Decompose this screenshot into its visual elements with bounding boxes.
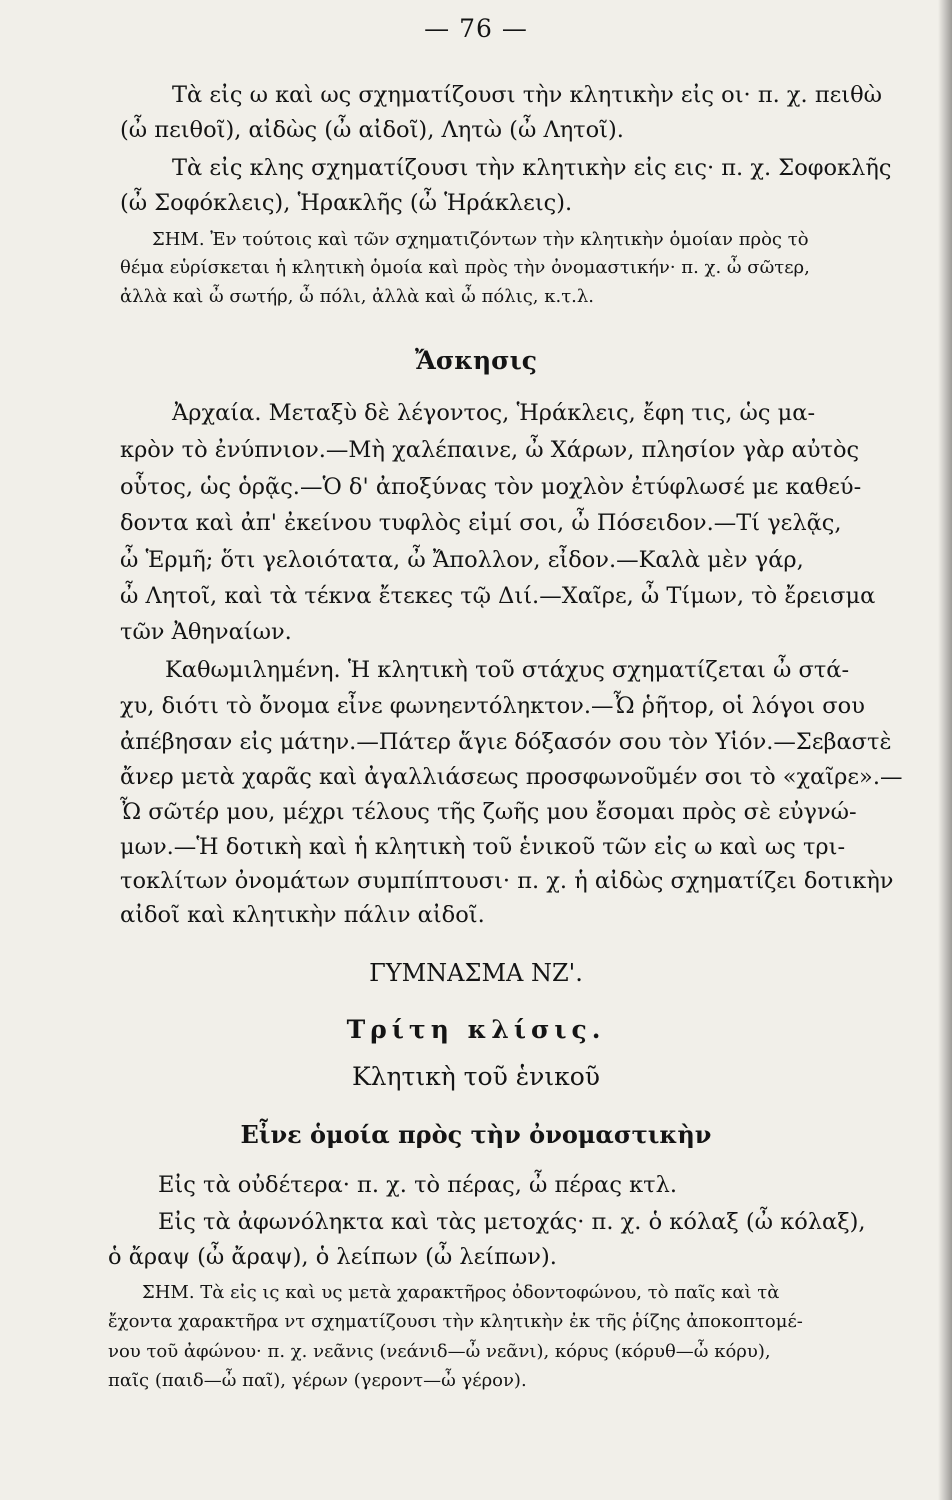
text-line: οὗτος, ὡς ὁρᾷς.—Ὁ δ' ἀποξύνας τὸν μοχλὸν ἐτύφλωσέ με καθεύ- (120, 474, 862, 500)
subheading: Κλητικὴ τοῦ ἑνικοῦ (352, 1062, 600, 1091)
text-line: ὁ ἄραψ (ὦ ἄραψ), ὁ λείπων (ὦ λείπων). (108, 1244, 557, 1270)
declension-heading: Τρίτη κλίσις. (346, 1015, 606, 1044)
note-line: νου τοῦ ἀφώνου· π. χ. νεᾶνις (νεάνιδ—ὦ νεᾶνι), κόρυς (κόρυθ—ὦ κόρυ), (108, 1341, 771, 1362)
text-line: τῶν Ἀθηναίων. (120, 619, 292, 645)
note-line: ΣΗΜ. Τὰ εἰς ις καὶ υς μετὰ χαρακτῆρος ὀδοντοφώνου, τὸ παῖς καὶ τὰ (142, 1282, 780, 1303)
page-number: — 76 — (424, 14, 528, 43)
text-line: αἰδοῖ καὶ κλητικὴν πάλιν αἰδοῖ. (120, 902, 485, 928)
text-line: (ὦ πειθοῖ), αἰδὼς (ὦ αἰδοῖ), Λητὼ (ὦ Λητοῖ). (120, 117, 624, 143)
rule-heading: Εἶνε ὁμοία πρὸς τὴν ὀνομαστικὴν (240, 1120, 712, 1149)
note-line: ΣΗΜ. Ἐν τούτοις καὶ τῶν σχηματιζόντων τὴν κλητικὴν ὁμοίαν πρὸς τὸ (152, 229, 809, 250)
text-line: Εἰς τὰ οὐδέτερα· π. χ. τὸ πέρας, ὦ πέρας κτλ. (158, 1172, 678, 1198)
text-line: (ὦ Σοφόκλεις), Ἡρακλῆς (ὦ Ἡράκλεις). (120, 190, 573, 216)
text-line: Ἀρχαία. Μεταξὺ δὲ λέγοντος, Ἡράκλεις, ἔφη τις, ὡς μα- (172, 400, 816, 426)
note-line: παῖς (παιδ—ὦ παῖ), γέρων (γεροντ—ὦ γέρον). (108, 1370, 527, 1391)
text-line: ὦ Ἑρμῆ; ὅτι γελοιότατα, ὦ Ἄπολλον, εἶδον.—Καλὰ μὲν γάρ, (120, 547, 804, 573)
text-line: μων.—Ἡ δοτικὴ καὶ ἡ κλητικὴ τοῦ ἑνικοῦ τῶν εἰς ω καὶ ως τρι- (120, 834, 846, 860)
text-line: κρὸν τὸ ἐνύπνιον.—Μὴ χαλέπαινε, ὦ Χάρων, πλησίον γὰρ αὐτὸς (120, 437, 860, 463)
text-line: τοκλίτων ὀνομάτων συμπίπτουσι· π. χ. ἡ αἰδὼς σχηματίζει δοτικὴν (120, 868, 894, 894)
section-heading: Ἄσκησις (415, 346, 537, 375)
note-line: θέμα εὑρίσκεται ἡ κλητικὴ ὁμοία καὶ πρὸς τὴν ὀνομαστικήν· π. χ. ὦ σῶτερ, (120, 257, 810, 278)
text-line: Τὰ εἰς ω καὶ ως σχηματίζουσι τὴν κλητικὴν εἰς οι· π. χ. πειθὼ (172, 82, 883, 108)
text-line: ἄνερ μετὰ χαρᾶς καὶ ἀγαλλιάσεως προσφωνοῦμέν σοι τὸ «χαῖρε».— (120, 764, 903, 790)
text-line: χυ, διότι τὸ ὄνομα εἶνε φωνηεντόληκτον.—Ὦ ῥῆτορ, οἱ λόγοι σου (120, 693, 865, 719)
text-line: Τὰ εἰς κλης σχηματίζουσι τὴν κλητικὴν εἰς εις· π. χ. Σοφοκλῆς (172, 155, 892, 181)
text-line: Εἰς τὰ ἀφωνόληκτα καὶ τὰς μετοχάς· π. χ. ὁ κόλαξ (ὦ κόλαξ), (158, 1209, 866, 1235)
text-line: δοντα καὶ ἀπ' ἐκείνου τυφλὸς εἰμί σοι, ὦ Πόσειδον.—Τί γελᾷς, (120, 510, 842, 536)
text-line: Ὦ σῶτέρ μου, μέχρι τέλους τῆς ζωῆς μου ἔσομαι πρὸς σὲ εὐγνώ- (120, 799, 857, 825)
exercise-heading: ΓΥΜΝΑΣΜΑ ΝΖ'. (369, 959, 583, 987)
page-edge-shadow (938, 0, 952, 1500)
text-line: ὦ Λητοῖ, καὶ τὰ τέκνα ἔτεκες τῷ Διί.—Χαῖρε, ὦ Τίμων, τὸ ἔρεισμα (120, 583, 876, 609)
note-line: ἀλλὰ καὶ ὦ σωτήρ, ὦ πόλι, ἀλλὰ καὶ ὦ πόλις, κ.τ.λ. (120, 286, 595, 307)
text-line: Καθωμιλημένη. Ἡ κλητικὴ τοῦ στάχυς σχηματίζεται ὦ στά- (165, 657, 850, 683)
note-line: ἔχοντα χαρακτῆρα ντ σχηματίζουσι τὴν κλητικὴν ἐκ τῆς ῥίζης ἀποκοπτομέ- (108, 1311, 803, 1332)
text-line: ἀπέβησαν εἰς μάτην.—Πάτερ ἅγιε δόξασόν σου τὸν Υἱόν.—Σεβαστὲ (120, 729, 892, 755)
